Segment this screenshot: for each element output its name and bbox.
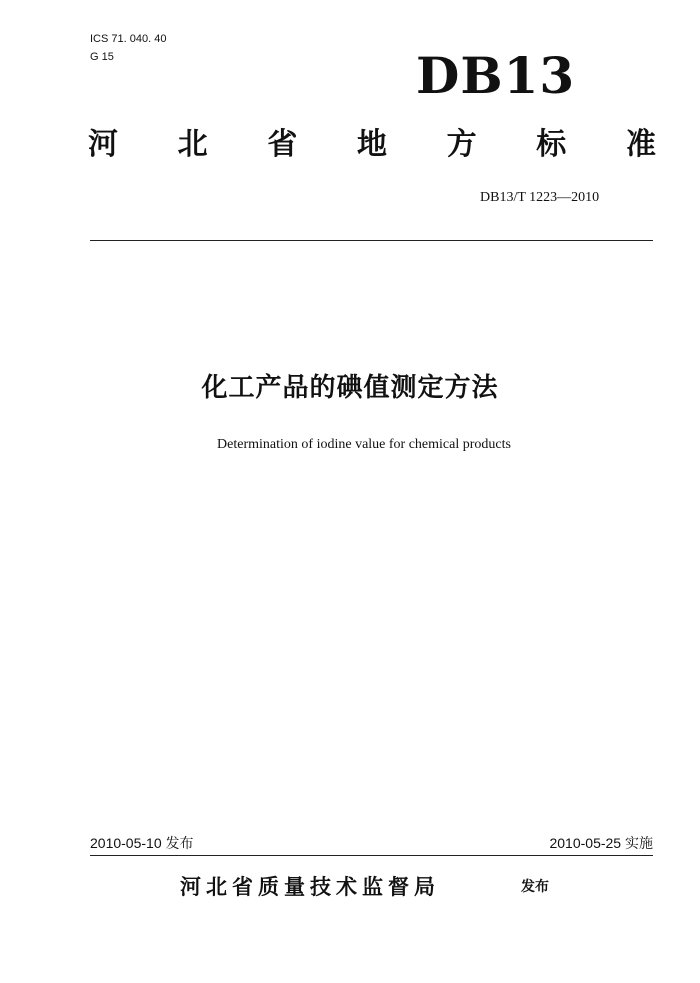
- standard-type-char: 北: [177, 127, 208, 162]
- document-number: DB13/T 1223—2010: [480, 190, 600, 205]
- title-english: Determination of iodine value for chemical products: [217, 437, 511, 452]
- standard-type-char: 准: [625, 127, 656, 162]
- issuer: 河北省质量技术监督局: [180, 875, 440, 899]
- title-chinese: 化工产品的碘值测定方法: [201, 373, 499, 403]
- standard-type-char: 标: [536, 127, 567, 162]
- publish-date: 2010-05-10 发布: [90, 835, 194, 851]
- issuer-suffix: 发布: [521, 879, 549, 895]
- standard-type-char: 省: [267, 127, 298, 162]
- standard-code: DB13: [416, 46, 576, 105]
- ics-code: ICS 71. 040. 40: [90, 33, 167, 45]
- standard-type-char: 方: [446, 127, 477, 162]
- standard-type-char: 地: [356, 127, 387, 162]
- implement-date: 2010-05-25 实施: [549, 835, 653, 851]
- standard-type-char: 河: [88, 127, 118, 162]
- classification-code: G 15: [90, 51, 114, 63]
- standard-type-heading: [88, 128, 656, 162]
- footer-divider: [90, 855, 653, 856]
- header-divider: [90, 240, 653, 241]
